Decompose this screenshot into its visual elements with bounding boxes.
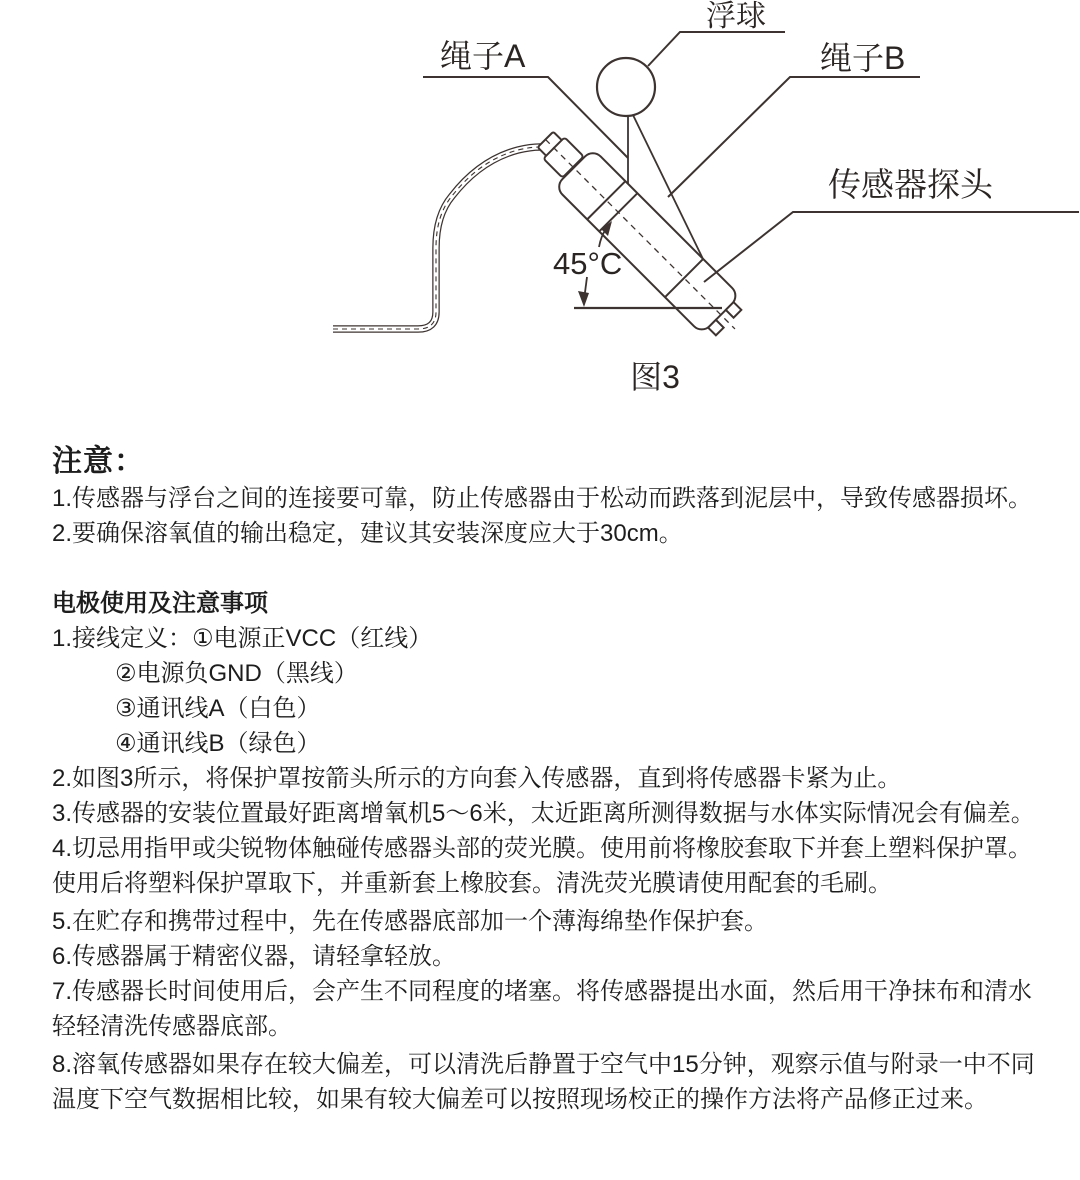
instruction-line: 5.在贮存和携带过程中，先在传感器底部加一个薄海绵垫作保护套。 [52,908,769,935]
instructions-text [52,443,1050,1117]
instruction-line: 7.传感器长时间使用后，会产生不同程度的堵塞。将传感器提出水面，然后用干净抹布和清水 [52,978,1033,1005]
angle-arrow-down [578,291,589,307]
label-rope-a: 绳子A [440,38,526,74]
label-float-ball: 浮球 [706,0,766,33]
installation-diagram [0,0,1080,440]
note-line: 1.传感器与浮台之间的连接要可靠，防止传感器由于松动而跌落到泥层中，导致传感器损坏。 [52,485,1033,512]
instruction-line: 1.接线定义：①电源正VCC（红线） [52,625,433,652]
section-spacer [52,551,1050,586]
instruction-line: 温度下空气数据相比较，如果有较大偏差可以按照现场校正的操作方法将产品修正过来。 [52,1086,988,1113]
instruction-line: 使用后将塑料保护罩取下，并重新套上橡胶套。清洗荧光膜请使用配套的毛刷。 [52,870,892,897]
instruction-line: 8.溶氧传感器如果存在较大偏差，可以清洗后静置于空气中15分钟，观察示值与附录一中不同 [52,1051,1035,1078]
figure-caption: 图3 [630,359,680,395]
instruction-line: 2.如图3所示，将保护罩按箭头所示的方向套入传感器，直到将传感器卡紧为止。 [52,765,902,792]
leader-float-ball [648,32,785,66]
sensor-body [526,120,754,348]
instruction-line: 3.传感器的安装位置最好距离增氧机5～6米，太近距离所测得数据与水体实际情况会有偏差。 [52,800,1035,827]
label-sensor-probe: 传感器探头 [828,166,993,203]
leader-sensor-probe [704,212,1079,282]
instruction-line: ④通讯线B（绿色） [115,730,321,757]
instruction-line: 4.切忌用指甲或尖锐物体触碰传感器头部的荧光膜。使用前将橡胶套取下并套上塑料保护罩。 [52,835,1033,862]
instruction-line: 6.传感器属于精密仪器，请轻拿轻放。 [52,943,457,970]
float-ball-shape [597,58,655,116]
electrode-section-title: 电极使用及注意事项 [52,590,268,617]
note-line: 2.要确保溶氧值的输出稳定，建议其安装深度应大于30cm。 [52,520,683,547]
angle-label: 45°C [553,246,623,281]
instruction-line: ②电源负GND（黑线） [115,660,358,687]
sensor-cable [333,147,569,329]
label-rope-b: 绳子B [820,40,906,76]
instruction-line: 轻轻清洗传感器底部。 [52,1013,292,1040]
notes-title: 注意： [52,445,145,478]
instruction-line: ③通讯线A（白色） [115,695,321,722]
